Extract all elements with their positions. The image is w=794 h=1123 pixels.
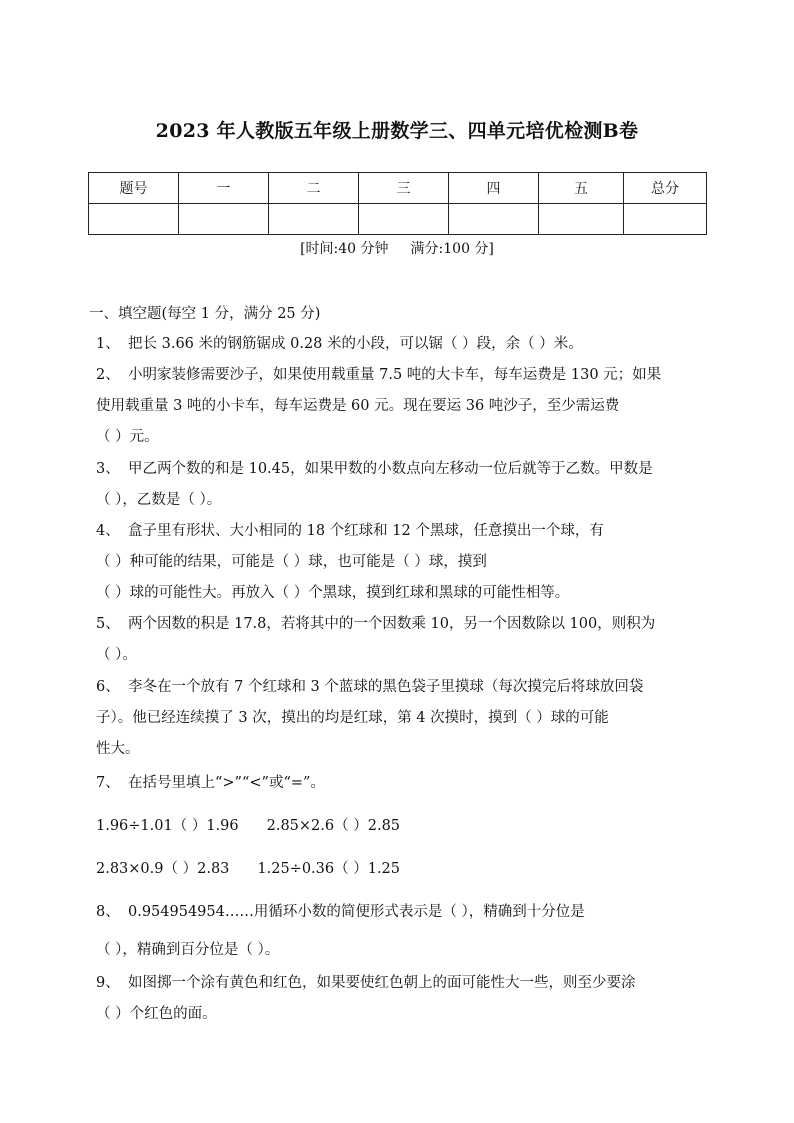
question-3 <box>96 457 653 478</box>
question-2-line-2: 使用载重量 3 吨的小卡车，每车运费是 60 元。现在要运 36 吨沙子，至少需运费 <box>96 398 620 414</box>
question-number: 7、 <box>96 775 120 791</box>
score-table <box>88 172 707 235</box>
time-limit: [时间:40 分钟 <box>300 241 389 257</box>
score-cell <box>359 204 449 235</box>
score-header-cell: 二 <box>269 173 359 204</box>
question-text: 盒子里有形状、大小相同的 18 个红球和 12 个黑球，任意摸出一个球，有 <box>128 523 604 539</box>
time-info <box>0 238 794 258</box>
question-9-line-2: （ ）个红色的面。 <box>96 1006 217 1022</box>
score-header-cell: 三 <box>359 173 449 204</box>
score-header-cell: 四 <box>449 173 539 204</box>
question-text: 李冬在一个放有 7 个红球和 3 个蓝球的黑色袋子里摸球（每次摸完后将球放回袋 <box>128 679 644 695</box>
compare-item: 2.85×2.6（ ）2.85 <box>266 818 401 834</box>
question-5-line-2: （ ）。 <box>96 647 137 663</box>
full-score: 满分:100 分] <box>410 241 494 257</box>
compare-row-1 <box>96 814 400 835</box>
question-text: 在括号里填上“>”“<”或“=”。 <box>128 775 325 791</box>
score-cell <box>89 204 179 235</box>
question-8 <box>96 900 585 921</box>
score-cell <box>539 204 624 235</box>
score-header-cell: 五 <box>539 173 624 204</box>
question-8-line-2: （ ），精确到百分位是（ ）。 <box>96 942 280 958</box>
question-6 <box>96 675 643 696</box>
question-4 <box>96 519 604 540</box>
question-number: 5、 <box>96 616 120 632</box>
question-number: 9、 <box>96 975 120 991</box>
question-text: 甲乙两个数的和是 10.45，如果甲数的小数点向左移动一位后就等于乙数。甲数是 <box>128 461 653 477</box>
question-number: 4、 <box>96 523 120 539</box>
question-text: 0.954954954……用循环小数的简便形式表示是（ ），精确到十分位是 <box>128 904 585 920</box>
question-text: 小明家装修需要沙子，如果使用载重量 7.5 吨的大卡车，每车运费是 130 元；如果 <box>128 367 662 383</box>
question-4-line-3: （ ）球的可能性大。再放入（ ）个黑球，摸到红球和黑球的可能性相等。 <box>96 585 570 601</box>
score-cell <box>624 204 707 235</box>
score-table-header-row <box>89 173 707 204</box>
question-number: 8、 <box>96 904 120 920</box>
section-heading: 一、填空题(每空 1 分，满分 25 分) <box>89 306 321 322</box>
score-header-cell: 一 <box>179 173 269 204</box>
question-2-line-3: （ ）元。 <box>96 429 159 445</box>
question-7 <box>96 771 325 792</box>
score-cell <box>449 204 539 235</box>
question-text: 把长 3.66 米的钢筋锯成 0.28 米的小段，可以锯（ ）段，余（ ）米。 <box>128 336 583 352</box>
question-9 <box>96 971 636 992</box>
question-1 <box>96 332 583 353</box>
score-cell <box>269 204 359 235</box>
score-cell <box>179 204 269 235</box>
question-number: 2、 <box>96 367 120 383</box>
question-number: 3、 <box>96 461 120 477</box>
question-4-line-2: （ ）种可能的结果，可能是（ ）球，也可能是（ ）球，摸到 <box>96 554 487 570</box>
page-title: 2023 年人教版五年级上册数学三、四单元培优检测B卷 <box>155 120 639 142</box>
score-header-cell: 题号 <box>89 173 179 204</box>
compare-item: 1.25÷0.36（ ）1.25 <box>257 861 401 877</box>
score-table-value-row <box>89 204 707 235</box>
question-6-line-3: 性大。 <box>96 741 140 757</box>
compare-item: 2.83×0.9（ ）2.83 <box>96 861 230 877</box>
question-3-line-2: （ ），乙数是（ ）。 <box>96 492 222 508</box>
compare-row-2 <box>96 857 400 878</box>
question-text: 如图掷一个涂有黄色和红色，如果要使红色朝上的面可能性大一些，则至少要涂 <box>128 975 636 991</box>
compare-item: 1.96÷1.01（ ）1.96 <box>96 818 239 834</box>
question-2 <box>96 363 661 384</box>
question-5 <box>96 612 655 633</box>
question-number: 1、 <box>96 336 120 352</box>
question-text: 两个因数的积是 17.8，若将其中的一个因数乘 10，另一个因数除以 100，则积为 <box>128 616 656 632</box>
score-header-cell: 总分 <box>624 173 707 204</box>
question-number: 6、 <box>96 679 120 695</box>
question-6-line-2: 子）。他已经连续摸了 3 次，摸出的均是红球，第 4 次摸时，摸到（ ）球的可能 <box>96 710 609 726</box>
